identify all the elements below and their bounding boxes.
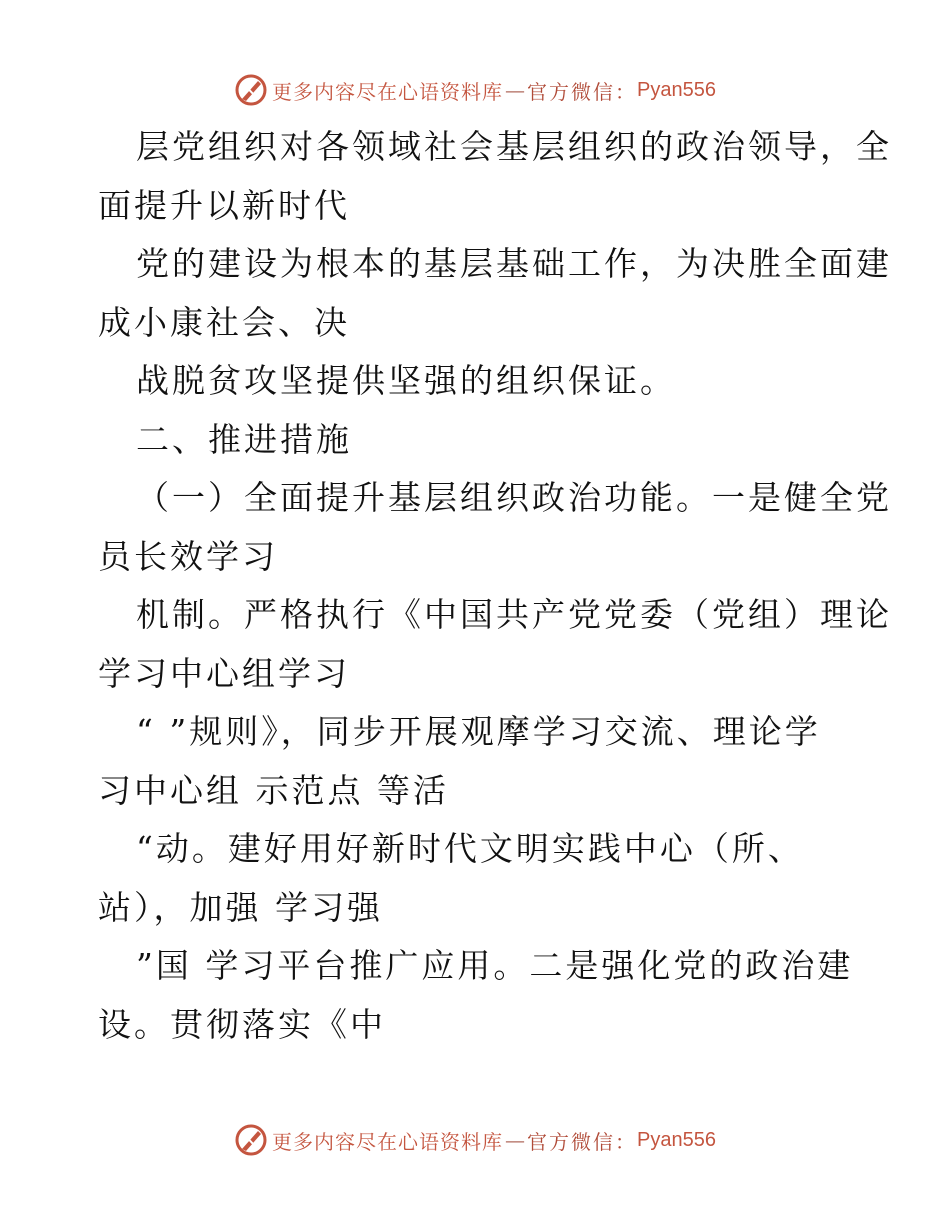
banner-site-text: 更多内容尽在心语资料库 [272,79,504,104]
text-line: 面提升以新时代 [98,185,350,225]
text-line: “动。建好用好新时代文明实践中心（所、 [136,829,804,868]
banner-wechat-id: Pyan556 [637,1128,716,1151]
text-line: 学习中心组学习 [98,653,350,693]
section-heading: 二、推进措施 [136,419,352,459]
text-line: 机制。严格执行《中国共产党党委（党组）理论 [136,595,892,634]
text-line: “ ”规则》，同步开展观摩学习交流、理论学 [136,712,821,751]
text-line: 设。贯彻落实《中 [98,1004,386,1044]
footer-banner [0,1120,950,1160]
text-line: 战脱贫攻坚提供坚强的组织保证。 [136,361,676,400]
banner-separator: — [505,78,526,102]
text-line: ”国 学习平台推广应用。二是强化党的政治建 [136,946,854,985]
header-banner [0,70,950,110]
seal-logo-icon [234,1123,268,1157]
seal-logo-icon [234,73,268,107]
banner-wechat-label: 官方微信： [527,1129,638,1154]
text-line: 习中心组 示范点 等活 [98,770,449,810]
text-line: 员长效学习 [98,536,278,576]
text-line: 党的建设为根本的基层基础工作，为决胜全面建 [136,244,892,283]
document-body [98,118,892,1054]
text-line: 成小康社会、决 [98,302,350,342]
text-line: （一）全面提升基层组织政治功能。一是健全党 [136,478,892,517]
banner-separator: — [505,1128,526,1152]
text-line: 层党组织对各领域社会基层组织的政治领导，全 [136,127,892,166]
banner-wechat-label: 官方微信： [527,79,638,104]
banner-site-text: 更多内容尽在心语资料库 [272,1129,504,1154]
text-line: 站），加强 学习强 [98,887,383,927]
banner-wechat-id: Pyan556 [637,78,716,101]
